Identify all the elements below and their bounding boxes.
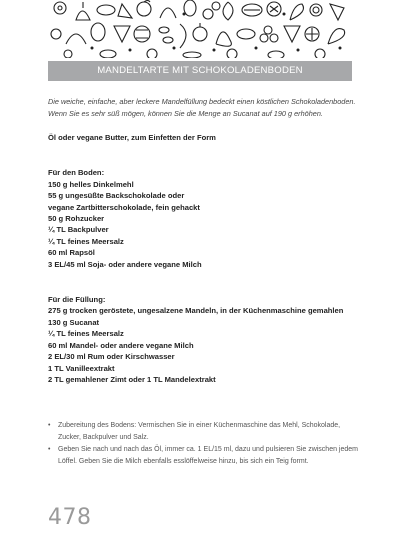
grease-line: Öl oder vegane Butter, zum Einfetten der Form — [48, 133, 216, 142]
recipe-title: MANDELTARTE MIT SCHOKOLADENBODEN — [48, 61, 352, 81]
ingredient-item: 55 g ungesüßte Backschokolade oder — [48, 191, 185, 201]
instruction-step — [48, 444, 358, 467]
bullet-icon: • — [48, 422, 51, 429]
ingredient-item: 275 g trocken geröstete, ungesalzene Mandeln, in der Küchenmaschine gemahlen — [48, 306, 344, 316]
base-ingredients-list — [48, 179, 358, 270]
filling-ingredients-list — [48, 305, 358, 385]
ingredient-item: 130 g Sucanat — [48, 317, 100, 327]
instruction-text: Geben Sie nach und nach das Öl, immer ca. 1 EL/15 ml, dazu und pulsieren Sie zwischen jedem Löffel. Geben Sie die Milch ebenfalls esslöffelweise hinzu, bis sich ein Teig formt. — [58, 446, 358, 465]
filling-heading: Für die Füllung: — [48, 295, 106, 305]
ingredient-item: 2 EL/30 ml Rum oder Kirschwasser — [48, 352, 175, 362]
instruction-text: Zubereitung des Bodens: Vermischen Sie in einer Küchenmaschine das Mehl, Schokolade, Zucker, Backpulver und Salz. — [58, 422, 341, 441]
header-illustration — [48, 0, 352, 58]
instruction-step — [48, 420, 358, 443]
vegetable-pattern-illustration — [48, 0, 352, 58]
ingredient-item: 150 g helles Dinkelmehl — [48, 179, 134, 189]
recipe-intro: Die weiche, einfache, aber leckere Mandelfüllung bedeckt einen köstlichen Schokoladenboden. Wenn Sie es sehr süß mögen, können Sie die Menge an Sucanat auf 190 g erhöhen. — [48, 97, 356, 118]
ingredient-item: 1 TL Vanilleextrakt — [48, 363, 115, 373]
ingredient-item: ¼ TL feines Meersalz — [48, 329, 124, 339]
ingredient-item: 2 TL gemahlener Zimt oder 1 TL Mandelextrakt — [48, 374, 216, 384]
ingredient-item: vegane Zartbitterschokolade, fein gehackt — [48, 202, 200, 212]
ingredient-item: 60 ml Rapsöl — [48, 248, 95, 258]
ingredient-item: ¼ TL Backpulver — [48, 225, 109, 235]
bullet-icon: • — [48, 446, 51, 454]
ingredient-item: 60 ml Mandel- oder andere vegane Milch — [48, 340, 194, 350]
instruction-steps — [48, 420, 358, 468]
base-heading: Für den Boden: — [48, 168, 105, 178]
page-number: 478 — [48, 505, 92, 530]
recipe-content — [48, 96, 358, 385]
ingredient-item: 50 g Rohzucker — [48, 214, 105, 224]
ingredient-item: 3 EL/45 ml Soja- oder andere vegane Milch — [48, 259, 202, 269]
ingredient-item: ¼ TL feines Meersalz — [48, 236, 124, 246]
